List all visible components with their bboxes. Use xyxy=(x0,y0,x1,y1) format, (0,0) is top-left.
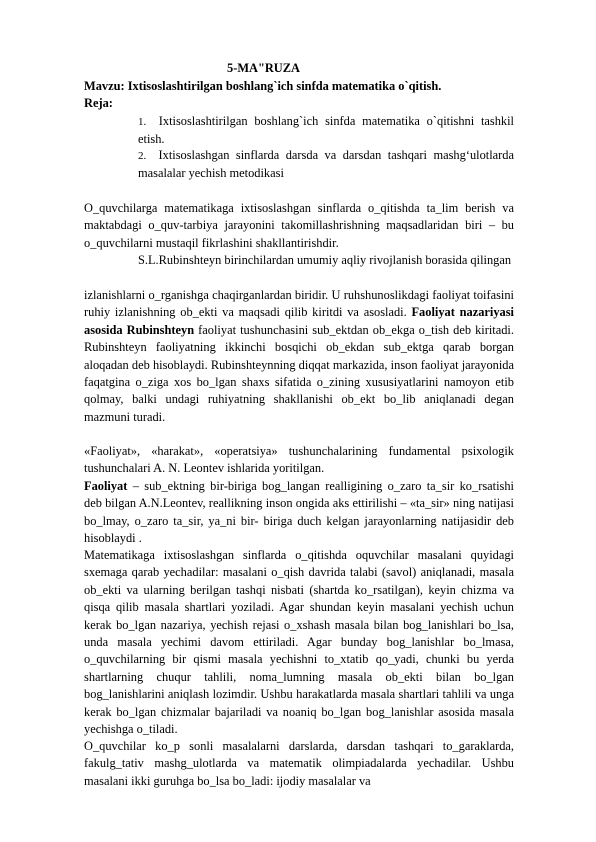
paragraph-3 xyxy=(84,443,514,478)
topic-label: Mavzu: xyxy=(84,79,125,93)
paragraph-2 xyxy=(84,287,514,426)
paragraph-text: izlanishlarni o_rganishga chaqirganlardan biridir. U ruhshunoslikdagi faoliyat toifasini ruhiy izlanishning ob_ekti va maqsadi qilib kiritdi va asosladi. xyxy=(84,288,514,320)
paragraph-4 xyxy=(84,478,514,548)
paragraph-text: S.L.Rubinshteyn birinchilardan umumiy aqliy rivojlanish borasida qilingan xyxy=(138,253,512,267)
paragraph-text: O_quvchilarga matematikaga ixtisoslashgan sinflarda o_qitishda ta_lim berish va maktabdagi o_quv-tarbiya jarayonini takomillashrishning maqsadlaridan biri – bu o_quvchilarni mustaqil fikrlashini shakllantirishdir. xyxy=(84,201,514,250)
paragraph-text: «Faoliyat», «harakat», «operatsiya» tushunchalarining fundamental psixologik tushunchalari A. N. Leontev ishlarida yoritilgan. xyxy=(84,444,514,476)
paragraph-6 xyxy=(84,738,514,790)
paragraph-text: O_quvchilar ko_p sonli masalalarni darslarda, darsdan tashqari to_garaklarda, fakulg_tativ mashg_ulotlarda va matematik olimpiadalarda yechadilar. Ushbu masalani ikki guruhga bo_lsa bo_ladi: ijodiy masalalar va xyxy=(84,739,514,788)
topic-line xyxy=(84,78,514,95)
paragraph-text: faoliyat tushunchasini sub_ektdan ob_ekga o_tish deb kiritadi. Rubinshteyn faoliyatning ikkinchi bosqichi ob_ekdan sub_ektga qarab borgan aloqadan deb hisoblaydi. Rubinshteynning diqqat markazida, inson faoliyat jarayonida faqatgina o_ziga xos bo_lgan shaxs sifatida o_zining xususiyatlarini namoyon etib qolmay, balki undagi ruhiyatning shakllanishi ob_ekt bo_lib aniqlanadi degan mazmuni turadi. xyxy=(84,322,514,424)
plan-item-number: 1. xyxy=(138,116,147,128)
plan-item-text: Ixtisoslashgan sinflarda darsda va darsdan tashqari mashg‘ulotlarda masalalar yechish metodikasi xyxy=(138,148,514,181)
paragraph-5 xyxy=(84,547,514,738)
plan-label: Reja: xyxy=(84,96,113,110)
topic-text: Ixtisoslashtirilgan boshlang`ich sinfda matematika o`qitish. xyxy=(127,79,442,93)
plan-item-text: Ixtisoslashtirilgan boshlang`ich sinfda matematika o`qitishni tashkil etish. xyxy=(138,114,514,147)
plan-item-number: 2. xyxy=(138,150,147,162)
paragraph-bold-text: Faoliyat nazariyasi asosida Rubinshteyn xyxy=(84,305,514,337)
lecture-title: 5-MA"RUZA xyxy=(227,61,300,75)
paragraph-bold-text: Faoliyat xyxy=(84,479,128,493)
plan-item xyxy=(138,147,514,183)
paragraph-text: Matematikaga ixtisoslashgan sinflarda o_qitishda oquvchilar masalani quyidagi sxemaga qarab yechadilar: masalani o_qish davrida talabi (savol) aniqlanadi, masala ob_ekti va ularning berilgan tashqi nisbati (shartda ko_rsatilgan), keyin chizma va qisqa qilib masala shartlari yoziladi. Agar shundan keyin masalani yechish uchun kerak bo_lgan nazariya, yechish rejasi o_xshash masala bilan bog_lanishlari bo_lsa, unda masala yechimi davom ettiriladi. Agar bunday bog_lanishlar bo_lmasa, o_quvchilarning bir qismi masala yechishni to_xtatib qo_yadi, chunki bu yerda shartlarning chuqur tahlili, noma_lumning masala ob_ekti bilan bo_lgan bog_lanishlarini aniqlash lozimdir. Ushbu harakatlarda masala shartlari tahlili va unga kerak bo_lgan chizmalar bajariladi va noaniq bo_lgan bog_lanishlar asosida masala yechishga o_tiladi. xyxy=(84,548,514,737)
plan-item xyxy=(138,113,514,149)
paragraph-2-indent xyxy=(138,252,514,269)
paragraph-1 xyxy=(84,200,514,252)
paragraph-text: – sub_ektning bir-biriga bog_langan realligining o_zaro ta_sir ko_rsatishi deb bilgan A.N.Leontev, reallikning inson ongida aks ettirilishi – «ta_sir» ning natijasi bo_lmay, o_zaro ta_sir, ya_ni bir- biriga duch kelgan jarayonlarning natijasidir deb hisoblaydi . xyxy=(84,479,514,546)
